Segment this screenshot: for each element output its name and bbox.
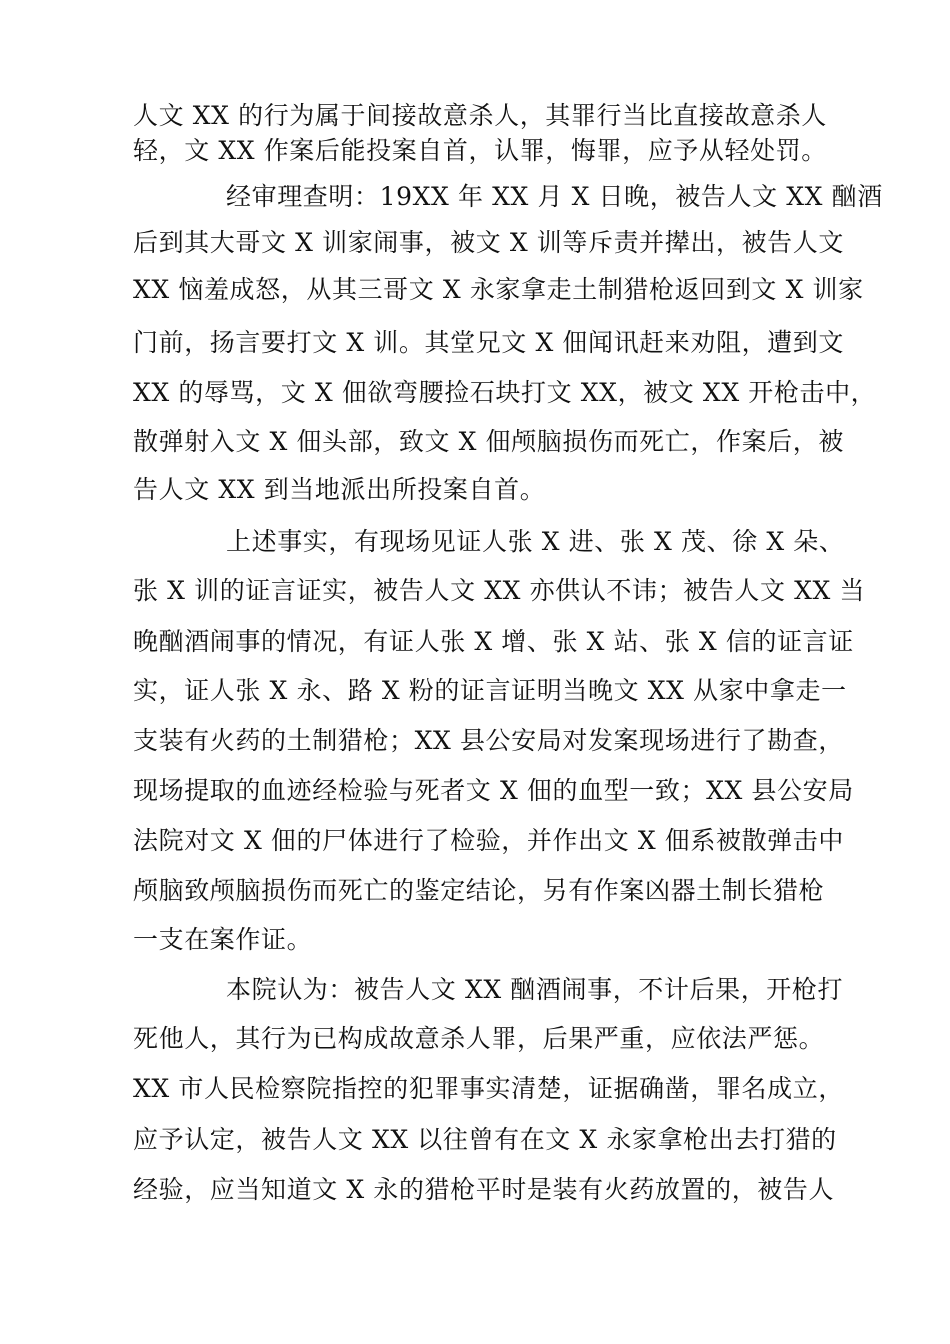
text-line: 现场提取的血迹经检验与死者文 X 佃的血型一致；XX 县公安局 [133,776,854,805]
text-line: 轻，文 XX 作案后能投案自首，认罪，悔罪，应予从轻处罚。 [133,136,827,165]
text-line: 一支在案作证。 [133,925,313,954]
text-line: 颅脑致颅脑损伤而死亡的鉴定结论，另有作案凶器土制长猎枪 [133,876,825,905]
text-line: 后到其大哥文 X 训家闹事，被文 X 训等斥责并撵出，被告人文 [133,228,844,257]
text-line: XX 市人民检察院指控的犯罪事实清楚，证据确凿，罪名成立， [133,1074,844,1103]
text-line: 告人文 XX 到当地派出所投案自首。 [133,475,546,504]
text-line: XX 恼羞成怒，从其三哥文 X 永家拿走土制猎枪返回到文 X 训家 [133,275,864,304]
text-line: 散弹射入文 X 佃头部，致文 X 佃颅脑损伤而死亡，作案后，被 [133,427,844,456]
paragraph-start-line: 本院认为：被告人文 XX 酗酒闹事，不计后果，开枪打 [226,975,844,1004]
text-line: 门前，扬言要打文 X 训。其堂兄文 X 佃闻讯赶来劝阻，遭到文 [133,328,844,357]
text-line: 死他人，其行为已构成故意杀人罪，后果严重，应依法严惩。 [133,1024,825,1053]
text-line: 应予认定，被告人文 XX 以往曾有在文 X 永家拿枪出去打猎的 [133,1125,837,1154]
paragraph-start-line: 上述事实，有现场见证人张 X 进、张 X 茂、徐 X 朵、 [226,527,845,556]
text-line: 法院对文 X 佃的尸体进行了检验，并作出文 X 佃系被散弹击中 [133,826,844,855]
text-line: 经验，应当知道文 X 永的猎枪平时是装有火药放置的，被告人 [133,1175,835,1204]
text-line: 实，证人张 X 永、路 X 粉的证言证明当晚文 XX 从家中拿走一 [133,676,847,705]
paragraph-start-line: 经审理查明：19XX 年 XX 月 X 日晚，被告人文 XX 酗酒 [226,182,883,211]
text-line: XX 的辱骂，文 X 佃欲弯腰捡石块打文 XX，被文 XX 开枪击中， [133,378,877,407]
text-line: 支装有火药的土制猎枪；XX 县公安局对发案现场进行了勘查， [133,726,844,755]
text-line: 晚酗酒闹事的情况，有证人张 X 增、张 X 站、张 X 信的证言证 [133,627,854,656]
text-line: 人文 XX 的行为属于间接故意杀人，其罪行当比直接故意杀人 [133,101,827,130]
text-line: 张 X 训的证言证实，被告人文 XX 亦供认不讳；被告人文 XX 当 [133,576,866,605]
